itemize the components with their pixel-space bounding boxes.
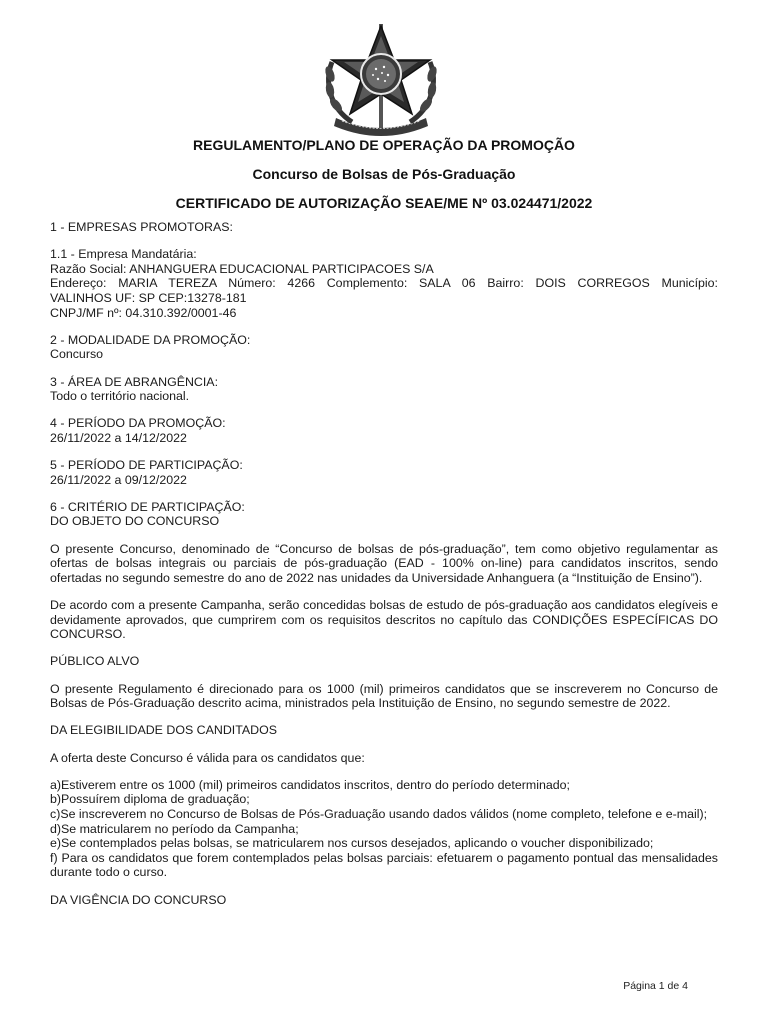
page-number: Página 1 de 4 (623, 980, 688, 992)
brasil-coat-of-arms-icon (318, 22, 444, 136)
cnpj: CNPJ/MF nº: 04.310.392/0001-46 (50, 305, 237, 320)
section-6 (50, 500, 718, 529)
section-value: Concurso (50, 347, 104, 362)
certificate-number: CERTIFICADO DE AUTORIZAÇÃO SEAE/ME Nº 03.024471/2022 (175, 195, 593, 211)
list-item: f) Para os candidatos que forem contemplados pelas bolsas parciais: efetuarem o pagamento pontual das mensalidades durante todo o curso. (50, 850, 718, 880)
section-1-1 (50, 247, 718, 320)
section-5 (50, 458, 718, 487)
section-heading: 4 - PERÍODO DA PROMOÇÃO: (50, 416, 226, 431)
section-1 (50, 220, 718, 235)
section-2 (50, 333, 718, 362)
publico-paragraph: O presente Regulamento é direcionado para os 1000 (mil) primeiros candidatos que se inscreverem no Concurso de Bolsas de Pós-Graduação descrito acima, ministrados pela Instituição de Ensino, no segundo semestre de 2022. (50, 681, 718, 711)
endereco-line-2: VALINHOS UF: SP CEP:13278-181 (50, 290, 247, 305)
elegibilidade-intro: A oferta deste Concurso é válida para os candidatos que: (50, 750, 365, 765)
section-3 (50, 375, 718, 404)
elegibilidade-list (50, 778, 718, 880)
document-body (50, 220, 718, 920)
section-heading: 5 - PERÍODO DE PARTICIPAÇÃO: (50, 458, 243, 473)
objeto-paragraph-1: O presente Concurso, denominado de “Concurso de bolsas de pós-graduação”, tem como objetivo regulamentar as ofertas de bolsas integrais ou parciais de pós-graduação (EAD - 100% on-line) para candidatos inscritos, sendo ofertadas no segundo semestre do ano de 2022 nas unidades da Universidade Anhanguera (a “Instituição de Ensino”). (50, 541, 718, 585)
elegibilidade-heading: DA ELEGIBILIDADE DOS CANDITADOS (50, 723, 277, 738)
publico-heading: PÚBLICO ALVO (50, 654, 140, 669)
list-item: c)Se inscreverem no Concurso de Bolsas de Pós-Graduação usando dados válidos (nome completo, telefone e e-mail); (50, 806, 708, 821)
list-item: d)Se matricularem no período da Campanha; (50, 821, 299, 836)
section-heading: 6 - CRITÉRIO DE PARTICIPAÇÃO: (50, 499, 245, 514)
subsection-heading: 1.1 - Empresa Mandatária: (50, 247, 197, 262)
objeto-paragraph-2: De acordo com a presente Campanha, serão concedidas bolsas de estudo de pós-graduação aos candidatos elegíveis e devidamente aprovados, que cumprirem com os requisitos descritos no capítulo das CONDIÇÕES ESPECÍFICAS DO CONCURSO. (50, 598, 718, 642)
vigencia-heading: DA VIGÊNCIA DO CONCURSO (50, 892, 227, 907)
document-subtitle: Concurso de Bolsas de Pós-Graduação (252, 166, 516, 182)
list-item: b)Possuírem diploma de graduação; (50, 792, 250, 807)
section-value: 26/11/2022 a 09/12/2022 (50, 472, 187, 487)
razao-social: Razão Social: ANHANGUERA EDUCACIONAL PARTICIPACOES S/A (50, 261, 434, 276)
objeto-heading: DO OBJETO DO CONCURSO (50, 514, 220, 529)
section-heading: 3 - ÁREA DE ABRANGÊNCIA: (50, 374, 219, 389)
list-item: a)Estiverem entre os 1000 (mil) primeiros candidatos inscritos, dentro do período determinado; (50, 777, 570, 792)
section-4 (50, 416, 718, 445)
section-heading: 2 - MODALIDADE DA PROMOÇÃO: (50, 332, 251, 347)
endereco-line-1: Endereço: MARIA TEREZA Número: 4266 Complemento: SALA 06 Bairro: DOIS CORREGOS Município: (50, 276, 718, 291)
section-value: 26/11/2022 a 14/12/2022 (50, 430, 187, 445)
list-item: e)Se contemplados pelas bolsas, se matricularem nos cursos desejados, aplicando o voucher disponibilizado; (50, 836, 654, 851)
document-title: REGULAMENTO/PLANO DE OPERAÇÃO DA PROMOÇÃO (193, 137, 575, 153)
section-heading: 1 - EMPRESAS PROMOTORAS: (50, 220, 233, 234)
section-value: Todo o território nacional. (50, 389, 190, 404)
